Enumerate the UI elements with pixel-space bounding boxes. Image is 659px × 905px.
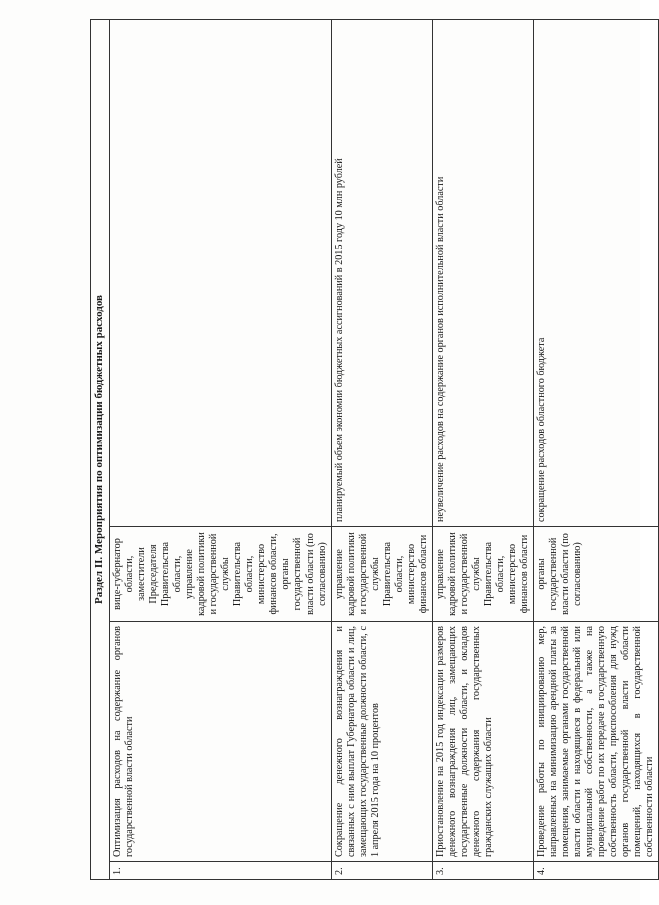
responsible-cell: управление кадровой политики и государственной службы Правительства области, министерство финансов области <box>331 527 432 622</box>
row-number: 3. <box>432 862 533 880</box>
measure-cell: Сокращение денежного вознаграждения и связанных с ним выплат Губернатора области и лиц, замещающих государственные должности области, с 1 апреля 2015 года на 10 процентов <box>331 622 432 862</box>
table-row <box>331 19 432 879</box>
table-row <box>110 19 332 879</box>
result-cell: неувеличение расходов на содержание органов исполнительной власти области <box>432 19 533 526</box>
row-number: 2. <box>331 862 432 880</box>
row-number: 4. <box>534 862 659 880</box>
section-header-row <box>91 19 110 879</box>
responsible-cell: вице-губернатор области, заместители Председателя Правительства области, управление кадровой политики и государственной службы Правительства области, министерство финансов области, органы государственной власти области (по согласованию) <box>110 527 332 622</box>
table-row <box>432 19 533 879</box>
result-cell: сокращение расходов областного бюджета <box>534 19 659 526</box>
result-cell <box>110 19 332 526</box>
measure-cell: Оптимизация расходов на содержание органов государственной власти области <box>110 622 332 862</box>
table-row <box>534 19 659 879</box>
rotated-table-wrapper <box>90 20 656 880</box>
row-number: 1. <box>110 862 332 880</box>
measure-cell: Приостановление на 2015 год индексации размеров денежного вознаграждения лиц, замещающих государственные должности области, и окладов денежного содержания государственных гражданских служащих области <box>432 622 533 862</box>
responsible-cell: управление кадровой политики и государственной службы Правительства области, министерство финансов области <box>432 527 533 622</box>
result-cell: планируемый объем экономии бюджетных ассигнований в 2015 году 10 млн рублей <box>331 19 432 526</box>
section-title: Раздел II. Мероприятия по оптимизации бюджетных расходов <box>91 19 110 879</box>
measures-table <box>90 19 659 880</box>
responsible-cell: органы государственной власти области (по согласованию) <box>534 527 659 622</box>
measure-cell: Проведение работы по инициированию мер, направленных на минимизацию арендной платы за помещения, занимаемые органами государственной власти области и находящиеся в федеральной или муниципальной собственности, а также на проведение работ по их передаче в государственную собственность области, приспособления для нужд органов государственной власти области помещений, находящихся в государственной собственности области <box>534 622 659 862</box>
